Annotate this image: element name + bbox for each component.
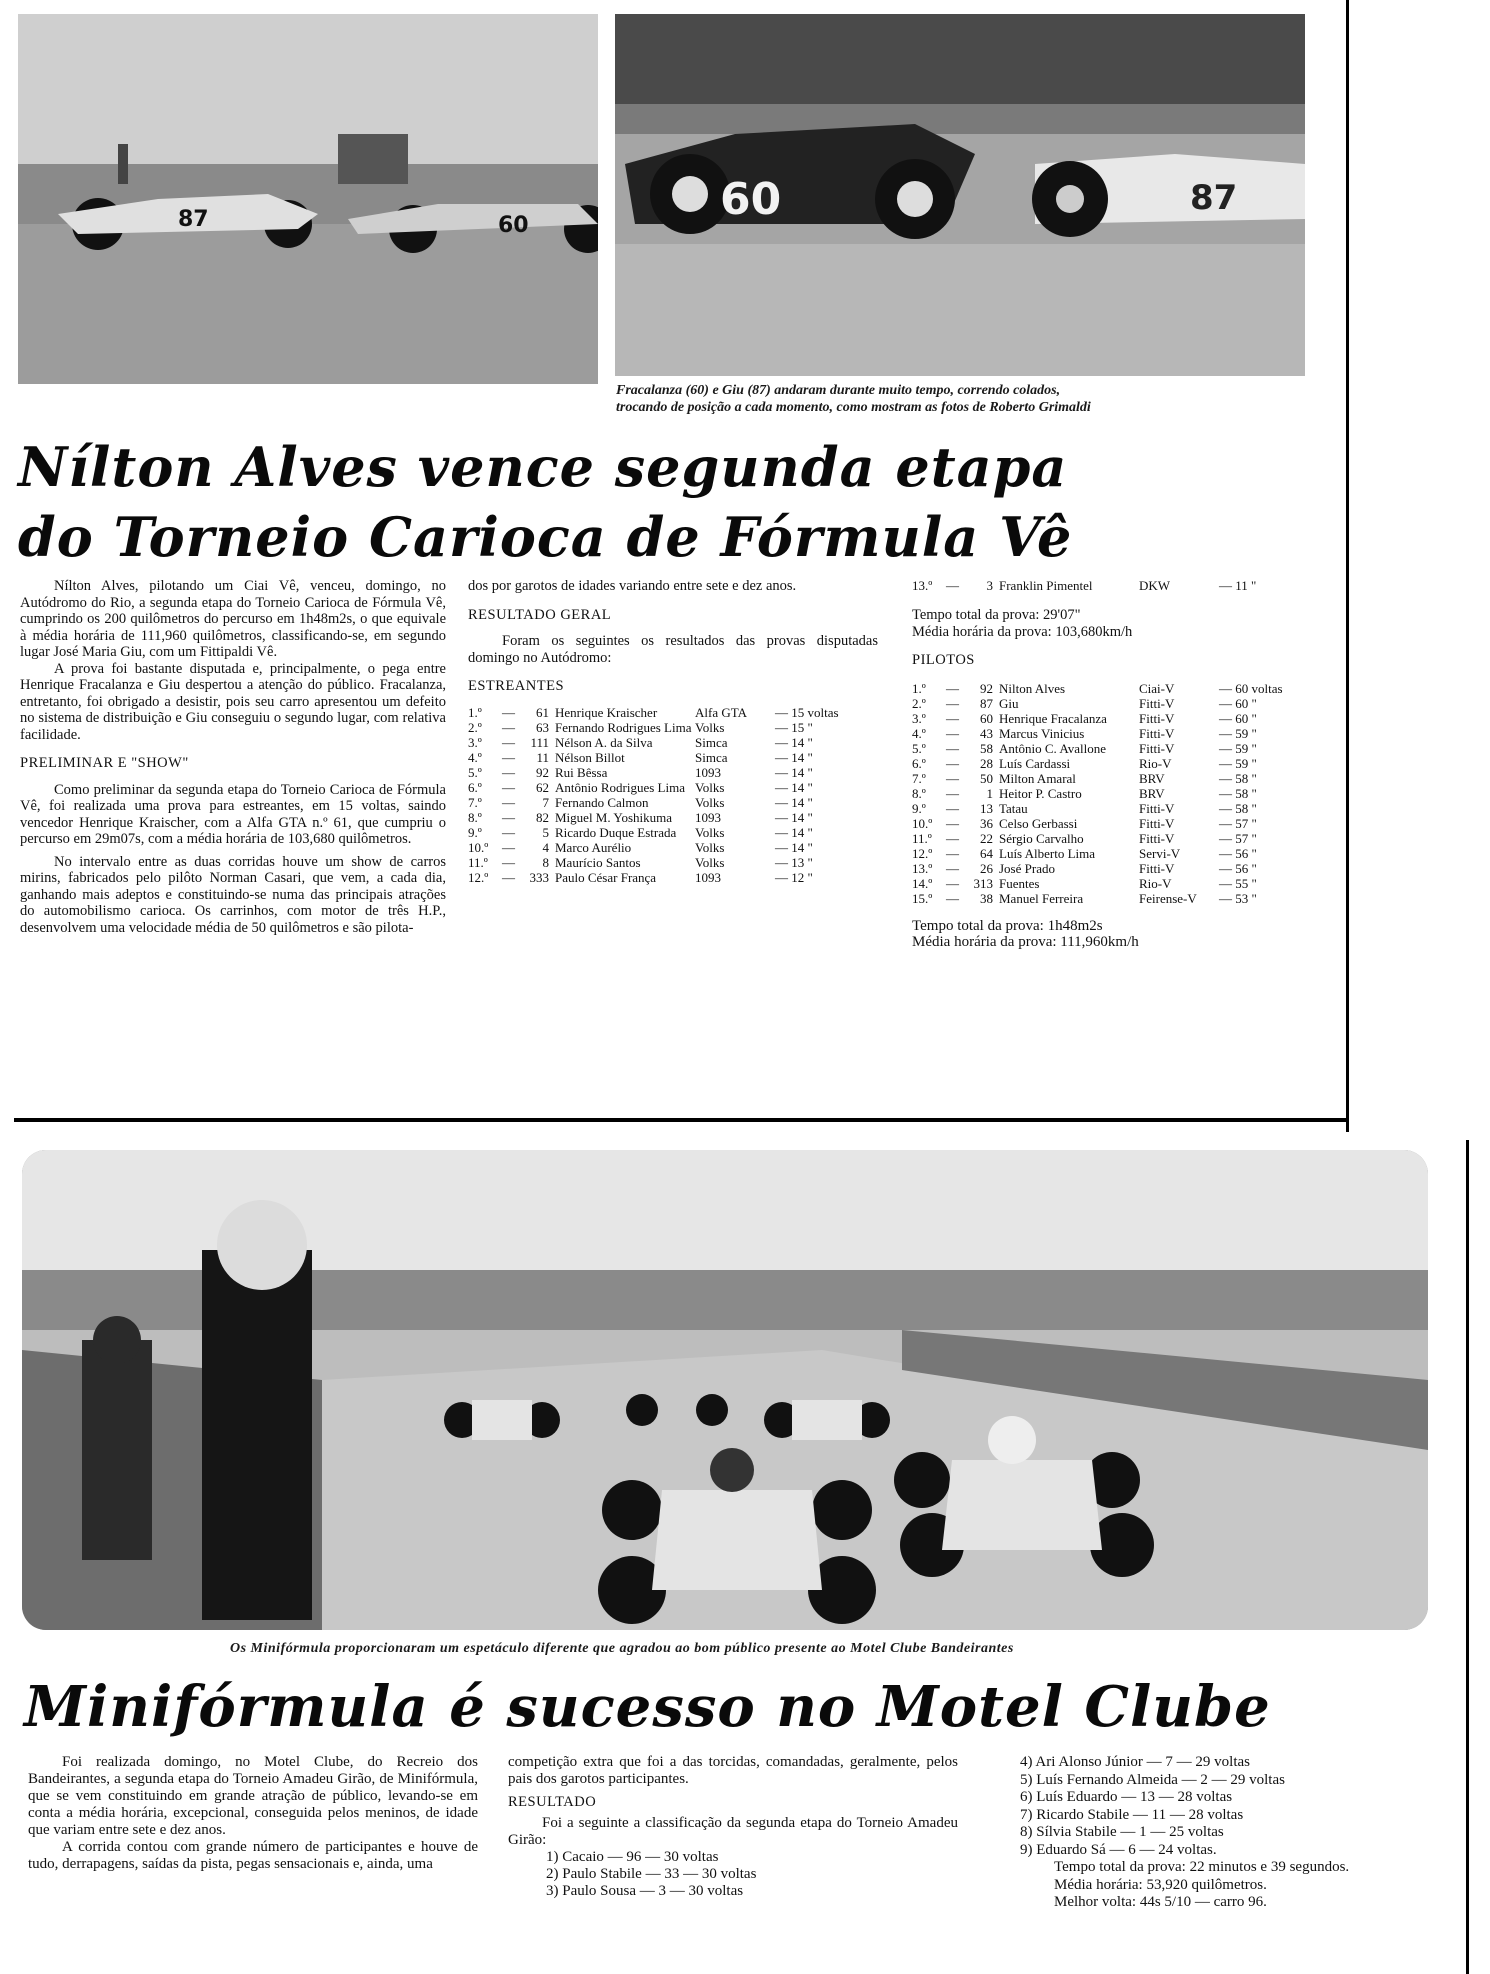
pos-cell: 14.º	[912, 875, 933, 891]
estreantes-continued-table	[912, 578, 1324, 593]
car-cell: BRV	[1139, 770, 1165, 786]
race-photo-right-image	[615, 14, 1305, 376]
article2-total-time: Tempo total da prova: 22 minutos e 39 segundos.	[1054, 1859, 1350, 1875]
table-row	[912, 756, 1324, 771]
table-row	[912, 696, 1324, 711]
article1-col1-p1: Nílton Alves, pilotando um Ciai Vê, venceu, domingo, no Autódromo do Rio, a segunda etapa do Torneio Carioca de Fórmula Vê, cumprindo os 200 quilômetros do percurso em 1h48m2s, o que equivale à média horária de 111,960 quilômetros, classificando-se, em segundo lugar José Maria Giu, com um Fittipaldi Vê.	[20, 578, 446, 660]
article2-headline: Minifórmula é sucesso no Motel Clube	[24, 1674, 1271, 1740]
dash: —	[502, 779, 515, 795]
num-cell: 111	[530, 734, 549, 750]
article1-col1-p3: Como preliminar da segunda etapa do Torneio Carioca de Fórmula Vê, foi realizada uma prova para estreantes, em 15 voltas, saindo vencedor Henrique Kraischer, com a Alfa GTA n.º 61, que cumpriu o percurso em 29m07s, com a média horária de 103,680 quilômetros.	[20, 781, 446, 847]
article2-col2-p1: competição extra que foi a das torcidas, comandadas, geralmente, pelos pais dos garotos participantes.	[508, 1754, 958, 1787]
table-row	[468, 720, 878, 735]
dash: —	[502, 824, 515, 840]
article1-headline	[18, 432, 1338, 572]
dash: —	[946, 680, 959, 696]
car-cell: BRV	[1139, 785, 1165, 801]
pos-cell: 8.º	[468, 809, 482, 825]
table-row	[912, 771, 1324, 786]
pilotos-average: Média horária da prova: 111,960km/h	[912, 934, 1139, 950]
laps-cell: — 14 "	[775, 824, 813, 840]
laps-value: 14 "	[791, 809, 813, 825]
num-cell: 313	[973, 875, 993, 891]
num-cell: 82	[536, 809, 549, 825]
table-row	[468, 840, 878, 855]
laps-value: 60 "	[1235, 695, 1257, 711]
laps-cell: — 12 "	[775, 869, 813, 885]
article2-col3	[1020, 1754, 1440, 1912]
table-row	[912, 861, 1324, 876]
name-cell: Marco Aurélio	[555, 839, 632, 855]
laps-value: 57 "	[1235, 830, 1257, 846]
dash: —	[946, 875, 959, 891]
article2-results-list-1	[508, 1849, 958, 1900]
article2-col1-p1: Foi realizada domingo, no Motel Clube, do Recreio dos Bandeirantes, a segunda etapa do Torneio Amadeu Girão, de Minifórmula, que se vem constituindo em grande atração de público, levando-se em conta a média horária, excepcional, conseguida pelos meninos, de idade que variam entre sete e dez anos.	[28, 1754, 478, 1838]
name-cell: Manuel Ferreira	[999, 890, 1084, 906]
laps-value: 58 "	[1235, 800, 1257, 816]
name-cell: Antônio C. Avallone	[999, 740, 1107, 756]
car-cell: Volks	[695, 824, 725, 840]
list-item: 8) Sílvia Stabile — 1 — 25 voltas	[1020, 1824, 1224, 1840]
list-item: 6) Luís Eduardo — 13 — 28 voltas	[1020, 1789, 1233, 1805]
dash: —	[946, 830, 959, 846]
table-row	[468, 750, 878, 765]
svg-text:87: 87	[1190, 178, 1238, 218]
laps-cell: — 14 "	[775, 734, 813, 750]
name-cell: Maurício Santos	[555, 854, 641, 870]
num-cell: 62	[536, 779, 549, 795]
laps-cell: — 58 "	[1219, 800, 1257, 816]
dash: —	[502, 764, 515, 780]
pos-cell: 3.º	[912, 710, 926, 726]
laps-cell: — 14 "	[775, 839, 813, 855]
race-photo-left-image	[18, 14, 598, 384]
article1-col2-subhead: RESULTADO GERAL	[468, 606, 612, 623]
dash: —	[946, 755, 959, 771]
laps-cell: — 14 "	[775, 794, 813, 810]
num-cell: 92	[980, 680, 993, 696]
race-photo-left	[18, 14, 598, 384]
laps-cell: — 15 "	[775, 719, 813, 735]
table-row	[912, 741, 1324, 756]
pilotos-table	[912, 681, 1324, 906]
pilotos-time: Tempo total da prova: 1h48m2s	[912, 917, 1103, 934]
table-row	[468, 705, 878, 720]
table-row	[468, 765, 878, 780]
laps-cell: — 60 "	[1219, 710, 1257, 726]
laps-cell: — 59 "	[1219, 725, 1257, 741]
table-row	[468, 795, 878, 810]
laps-value: 55 "	[1235, 875, 1257, 891]
laps-cell: — 14 "	[775, 764, 813, 780]
table-row	[912, 846, 1324, 861]
table-row	[912, 681, 1324, 696]
pos-cell: 13.º	[912, 860, 933, 876]
num-cell: 3	[986, 578, 993, 593]
dash: —	[946, 860, 959, 876]
dash: —	[502, 854, 515, 870]
pos-cell: 1.º	[912, 680, 926, 696]
pos-cell: 3.º	[468, 734, 482, 750]
svg-text:60: 60	[720, 174, 782, 225]
pos-cell: 4.º	[468, 749, 482, 765]
car-cell: Simca	[695, 734, 728, 750]
photo-caption-1	[616, 382, 1316, 416]
article2-col2	[508, 1754, 958, 1900]
name-cell: Henrique Fracalanza	[999, 710, 1107, 726]
dash: —	[946, 890, 959, 906]
name-cell: Fernando Calmon	[555, 794, 649, 810]
race-photo-right	[615, 14, 1305, 376]
car-cell: Feirense-V	[1139, 890, 1197, 906]
name-cell: Nilton Alves	[999, 680, 1066, 696]
laps-value: 14 "	[791, 794, 813, 810]
dash: —	[946, 740, 959, 756]
name-cell: Franklin Pimentel	[999, 578, 1093, 593]
laps-value: 59 "	[1235, 755, 1257, 771]
num-cell: 36	[980, 815, 993, 831]
car-cell: Rio-V	[1139, 755, 1172, 771]
name-cell: Nélson Billot	[555, 749, 625, 765]
dash: —	[502, 734, 515, 750]
name-cell: Heitor P. Castro	[999, 785, 1082, 801]
dash: —	[946, 725, 959, 741]
name-cell: Nélson A. da Silva	[555, 734, 653, 750]
column-rule-right	[1346, 0, 1349, 1132]
dash: —	[502, 794, 515, 810]
car-cell: Fitti-V	[1139, 830, 1175, 846]
laps-cell: — 59 "	[1219, 740, 1257, 756]
car-cell: 1093	[695, 869, 721, 885]
laps-value: 14 "	[791, 764, 813, 780]
table-row	[468, 735, 878, 750]
name-cell: Ricardo Duque Estrada	[555, 824, 677, 840]
list-item: 1) Cacaio — 96 — 30 voltas	[546, 1849, 719, 1865]
article1-headline-line2: do Torneio Carioca de Fórmula Vê	[18, 505, 1073, 569]
pos-cell: 2.º	[912, 695, 926, 711]
car-cell: Alfa GTA	[695, 704, 748, 720]
pos-cell: 11.º	[912, 830, 932, 846]
num-cell: 60	[980, 710, 993, 726]
pilotos-subhead: PILOTOS	[912, 652, 975, 668]
name-cell: Luís Cardassi	[999, 755, 1071, 771]
photo-caption-line1: Fracalanza (60) e Giu (87) andaram durante muito tempo, correndo colados,	[616, 383, 1061, 398]
pos-cell: 5.º	[912, 740, 926, 756]
laps-value: 53 "	[1235, 890, 1257, 906]
name-cell: Paulo César França	[555, 869, 657, 885]
list-item: 9) Eduardo Sá — 6 — 24 voltas.	[1020, 1841, 1217, 1858]
name-cell: Antônio Rodrigues Lima	[555, 779, 685, 795]
car-cell: Ciai-V	[1139, 680, 1175, 696]
article2-col2-p2: Foi a seguinte a classificação da segunda etapa do Torneio Amadeu Girão:	[508, 1815, 958, 1848]
laps-value: 59 "	[1235, 725, 1257, 741]
car-cell: Fitti-V	[1139, 710, 1175, 726]
pos-cell: 10.º	[912, 815, 933, 831]
table-row	[912, 876, 1324, 891]
laps-cell: — 14 "	[775, 779, 813, 795]
laps-value: 58 "	[1235, 785, 1257, 801]
car-cell: Fitti-V	[1139, 695, 1175, 711]
miniformula-photo	[22, 1150, 1428, 1630]
name-cell: Milton Amaral	[999, 770, 1076, 786]
pos-cell: 7.º	[468, 794, 482, 810]
car-cell: DKW	[1139, 578, 1171, 593]
laps-cell: — 57 "	[1219, 815, 1257, 831]
laps-value: 60 "	[1235, 710, 1257, 726]
laps-value: 56 "	[1235, 845, 1257, 861]
laps-value: 14 "	[791, 824, 813, 840]
dash: —	[502, 869, 515, 885]
svg-text:60: 60	[498, 213, 529, 238]
laps-value: 14 "	[791, 779, 813, 795]
table-row	[468, 780, 878, 795]
num-cell: 64	[980, 845, 993, 861]
pos-cell: 6.º	[468, 779, 482, 795]
table-row	[912, 578, 1324, 593]
num-cell: 43	[980, 725, 993, 741]
laps-cell: — 58 "	[1219, 785, 1257, 801]
laps-cell: — 56 "	[1219, 860, 1257, 876]
name-cell: Miguel M. Yoshikuma	[555, 809, 673, 825]
num-cell: 58	[980, 740, 993, 756]
photo-caption-line2: trocando de posição a cada momento, como mostram as fotos de Roberto Grimaldi	[616, 400, 1091, 415]
laps-value: 56 "	[1235, 860, 1257, 876]
article1-col1-subhead: PRELIMINAR E "SHOW"	[20, 755, 189, 771]
table-row	[912, 711, 1324, 726]
name-cell: Giu	[999, 695, 1019, 711]
name-cell: José Prado	[999, 860, 1055, 876]
pos-cell: 12.º	[468, 869, 489, 885]
num-cell: 63	[536, 719, 549, 735]
table-row	[912, 786, 1324, 801]
num-cell: 7	[542, 794, 549, 810]
name-cell: Fernando Rodrigues Lima	[555, 719, 692, 735]
laps-cell: — 14 "	[775, 749, 813, 765]
photo-caption-2: Os Minifórmula proporcionaram um espetáculo diferente que agradou ao bom público presente ao Motel Clube Bandeirantes	[230, 1641, 1014, 1656]
miniformula-photo-image	[22, 1150, 1428, 1630]
list-item: 7) Ricardo Stabile — 11 — 28 voltas	[1020, 1806, 1244, 1823]
article1-col2	[468, 578, 878, 885]
car-cell: Simca	[695, 749, 728, 765]
dash: —	[946, 695, 959, 711]
pos-cell: 1.º	[468, 704, 482, 720]
laps-value: 14 "	[791, 734, 813, 750]
table-row	[468, 825, 878, 840]
pos-cell: 2.º	[468, 719, 482, 735]
table-row	[912, 816, 1324, 831]
car-cell: Volks	[695, 839, 725, 855]
car-cell: Fitti-V	[1139, 725, 1175, 741]
estreantes-average: Média horária da prova: 103,680km/h	[912, 623, 1133, 640]
article1-col2-p1: Foram os seguintes os resultados das provas disputadas domingo no Autódromo:	[468, 633, 878, 666]
dash: —	[502, 719, 515, 735]
estreantes-table	[468, 705, 878, 885]
svg-text:87: 87	[178, 207, 209, 232]
list-item: 5) Luís Fernando Almeida — 2 — 29 voltas	[1020, 1771, 1285, 1788]
laps-cell: — 11 "	[1219, 578, 1257, 593]
laps-cell: — 58 "	[1219, 770, 1257, 786]
article2-col1-p2: A corrida contou com grande número de participantes e houve de tudo, derrapagens, saídas da pista, pegas sensacionais e, ainda, uma	[28, 1839, 478, 1872]
num-cell: 333	[529, 869, 549, 885]
laps-cell: — 59 "	[1219, 755, 1257, 771]
laps-value: 11 "	[1235, 578, 1257, 593]
num-cell: 87	[980, 695, 993, 711]
table-row	[912, 801, 1324, 816]
num-cell: 1	[986, 785, 993, 801]
dash: —	[946, 770, 959, 786]
laps-value: 12 "	[791, 869, 813, 885]
pos-cell: 10.º	[468, 839, 489, 855]
car-cell: Volks	[695, 719, 725, 735]
article2-right-rule	[1466, 1140, 1469, 1974]
laps-cell: — 53 "	[1219, 890, 1257, 906]
dash: —	[502, 749, 515, 765]
table-row	[468, 810, 878, 825]
pos-cell: 6.º	[912, 755, 926, 771]
laps-value: 15 voltas	[791, 704, 839, 720]
num-cell: 8	[542, 854, 549, 870]
laps-cell: — 56 "	[1219, 845, 1257, 861]
name-cell: Marcus Vinicius	[999, 725, 1085, 741]
num-cell: 26	[980, 860, 993, 876]
name-cell: Rui Bêssa	[555, 764, 608, 780]
num-cell: 92	[536, 764, 549, 780]
car-cell: 1093	[695, 809, 721, 825]
article1-col2-intro: dos por garotos de idades variando entre sete e dez anos.	[468, 578, 797, 594]
dash: —	[502, 809, 515, 825]
laps-value: 13 "	[791, 854, 813, 870]
laps-value: 57 "	[1235, 815, 1257, 831]
article1-col1-p4: No intervalo entre as duas corridas houve um show de carros mirins, fabricados pelo pilôto Norman Casari, que vem, a cada dia, ganhando mais adeptos e constituindo-se numa das principais atrações do automobilismo carioca. Os carrinhos, com motor de três H.P., desenvolvem uma velocidade média de 50 quilômetros e são pilota-	[20, 853, 446, 936]
pos-cell: 7.º	[912, 770, 926, 786]
laps-value: 15 "	[791, 719, 813, 735]
dash: —	[946, 785, 959, 801]
num-cell: 38	[980, 890, 993, 906]
num-cell: 13	[980, 800, 993, 816]
num-cell: 22	[980, 830, 993, 846]
dash: —	[946, 710, 959, 726]
car-cell: Volks	[695, 794, 725, 810]
article1-headline-line1: Nílton Alves vence segunda etapa	[18, 435, 1068, 499]
article2-results-list-2	[1020, 1754, 1440, 1859]
name-cell: Tatau	[999, 800, 1028, 816]
car-cell: Fitti-V	[1139, 815, 1175, 831]
pos-cell: 4.º	[912, 725, 926, 741]
pos-cell: 9.º	[468, 824, 482, 840]
num-cell: 5	[542, 824, 549, 840]
car-cell: Volks	[695, 854, 725, 870]
num-cell: 61	[536, 704, 549, 720]
pos-cell: 11.º	[468, 854, 488, 870]
car-cell: Fitti-V	[1139, 860, 1175, 876]
dash: —	[946, 800, 959, 816]
name-cell: Sérgio Carvalho	[999, 830, 1084, 846]
laps-cell: — 57 "	[1219, 830, 1257, 846]
laps-cell: — 15 voltas	[775, 704, 839, 720]
article2-col1	[28, 1754, 478, 1873]
pos-cell: 8.º	[912, 785, 926, 801]
laps-value: 58 "	[1235, 770, 1257, 786]
table-row	[468, 855, 878, 870]
car-cell: Fitti-V	[1139, 800, 1175, 816]
pos-cell: 13.º	[912, 578, 933, 593]
num-cell: 50	[980, 770, 993, 786]
table-row	[912, 726, 1324, 741]
laps-cell: — 60 voltas	[1219, 680, 1283, 696]
article1-col2-subhead2: ESTREANTES	[468, 678, 565, 694]
dash: —	[502, 704, 515, 720]
table-row	[912, 831, 1324, 846]
article2-best-lap: Melhor volta: 44s 5/10 — carro 96.	[1054, 1894, 1267, 1910]
dash: —	[946, 578, 959, 593]
pos-cell: 5.º	[468, 764, 482, 780]
article1-col1-p2: A prova foi bastante disputada e, principalmente, o pega entre Henrique Fracalanza e Giu despertou a atenção do público. Fracalanza, entretanto, foi obrigado a desistir, pois seu carro apresentou um defeito no sistema de distribuição e Giu conseguiu o segundo lugar, com relativa facilidade.	[20, 660, 446, 743]
name-cell: Luís Alberto Lima	[999, 845, 1096, 861]
car-cell: Servi-V	[1139, 845, 1181, 861]
article1-col1	[20, 578, 446, 936]
num-cell: 28	[980, 755, 993, 771]
list-item: 4) Ari Alonso Júnior — 7 — 29 voltas	[1020, 1754, 1251, 1770]
car-cell: 1093	[695, 764, 721, 780]
pos-cell: 12.º	[912, 845, 933, 861]
pos-cell: 9.º	[912, 800, 926, 816]
car-cell: Fitti-V	[1139, 740, 1175, 756]
laps-cell: — 55 "	[1219, 875, 1257, 891]
name-cell: Fuentes	[999, 875, 1040, 891]
dash: —	[502, 839, 515, 855]
table-row	[912, 891, 1324, 906]
list-item: 2) Paulo Stabile — 33 — 30 voltas	[546, 1866, 757, 1882]
name-cell: Celso Gerbassi	[999, 815, 1078, 831]
laps-cell: — 60 "	[1219, 695, 1257, 711]
laps-value: 14 "	[791, 749, 813, 765]
article2-average: Média horária: 53,920 quilômetros.	[1054, 1876, 1267, 1893]
laps-value: 59 "	[1235, 740, 1257, 756]
laps-cell: — 14 "	[775, 809, 813, 825]
list-item: 3) Paulo Sousa — 3 — 30 voltas	[546, 1883, 744, 1899]
article1-col3	[912, 578, 1324, 951]
pos-cell: 15.º	[912, 890, 933, 906]
article1-bottom-rule	[14, 1118, 1348, 1122]
laps-value: 60 voltas	[1235, 680, 1283, 696]
dash: —	[946, 845, 959, 861]
dash: —	[946, 815, 959, 831]
num-cell: 4	[542, 839, 549, 855]
num-cell: 11	[536, 749, 549, 765]
laps-value: 14 "	[791, 839, 813, 855]
table-row	[468, 870, 878, 885]
article2-col2-subhead: RESULTADO	[508, 1794, 597, 1810]
laps-cell: — 13 "	[775, 854, 813, 870]
car-cell: Rio-V	[1139, 875, 1172, 891]
car-cell: Volks	[695, 779, 725, 795]
name-cell: Henrique Kraischer	[555, 704, 658, 720]
estreantes-time: Tempo total da prova: 29'07"	[912, 607, 1081, 623]
